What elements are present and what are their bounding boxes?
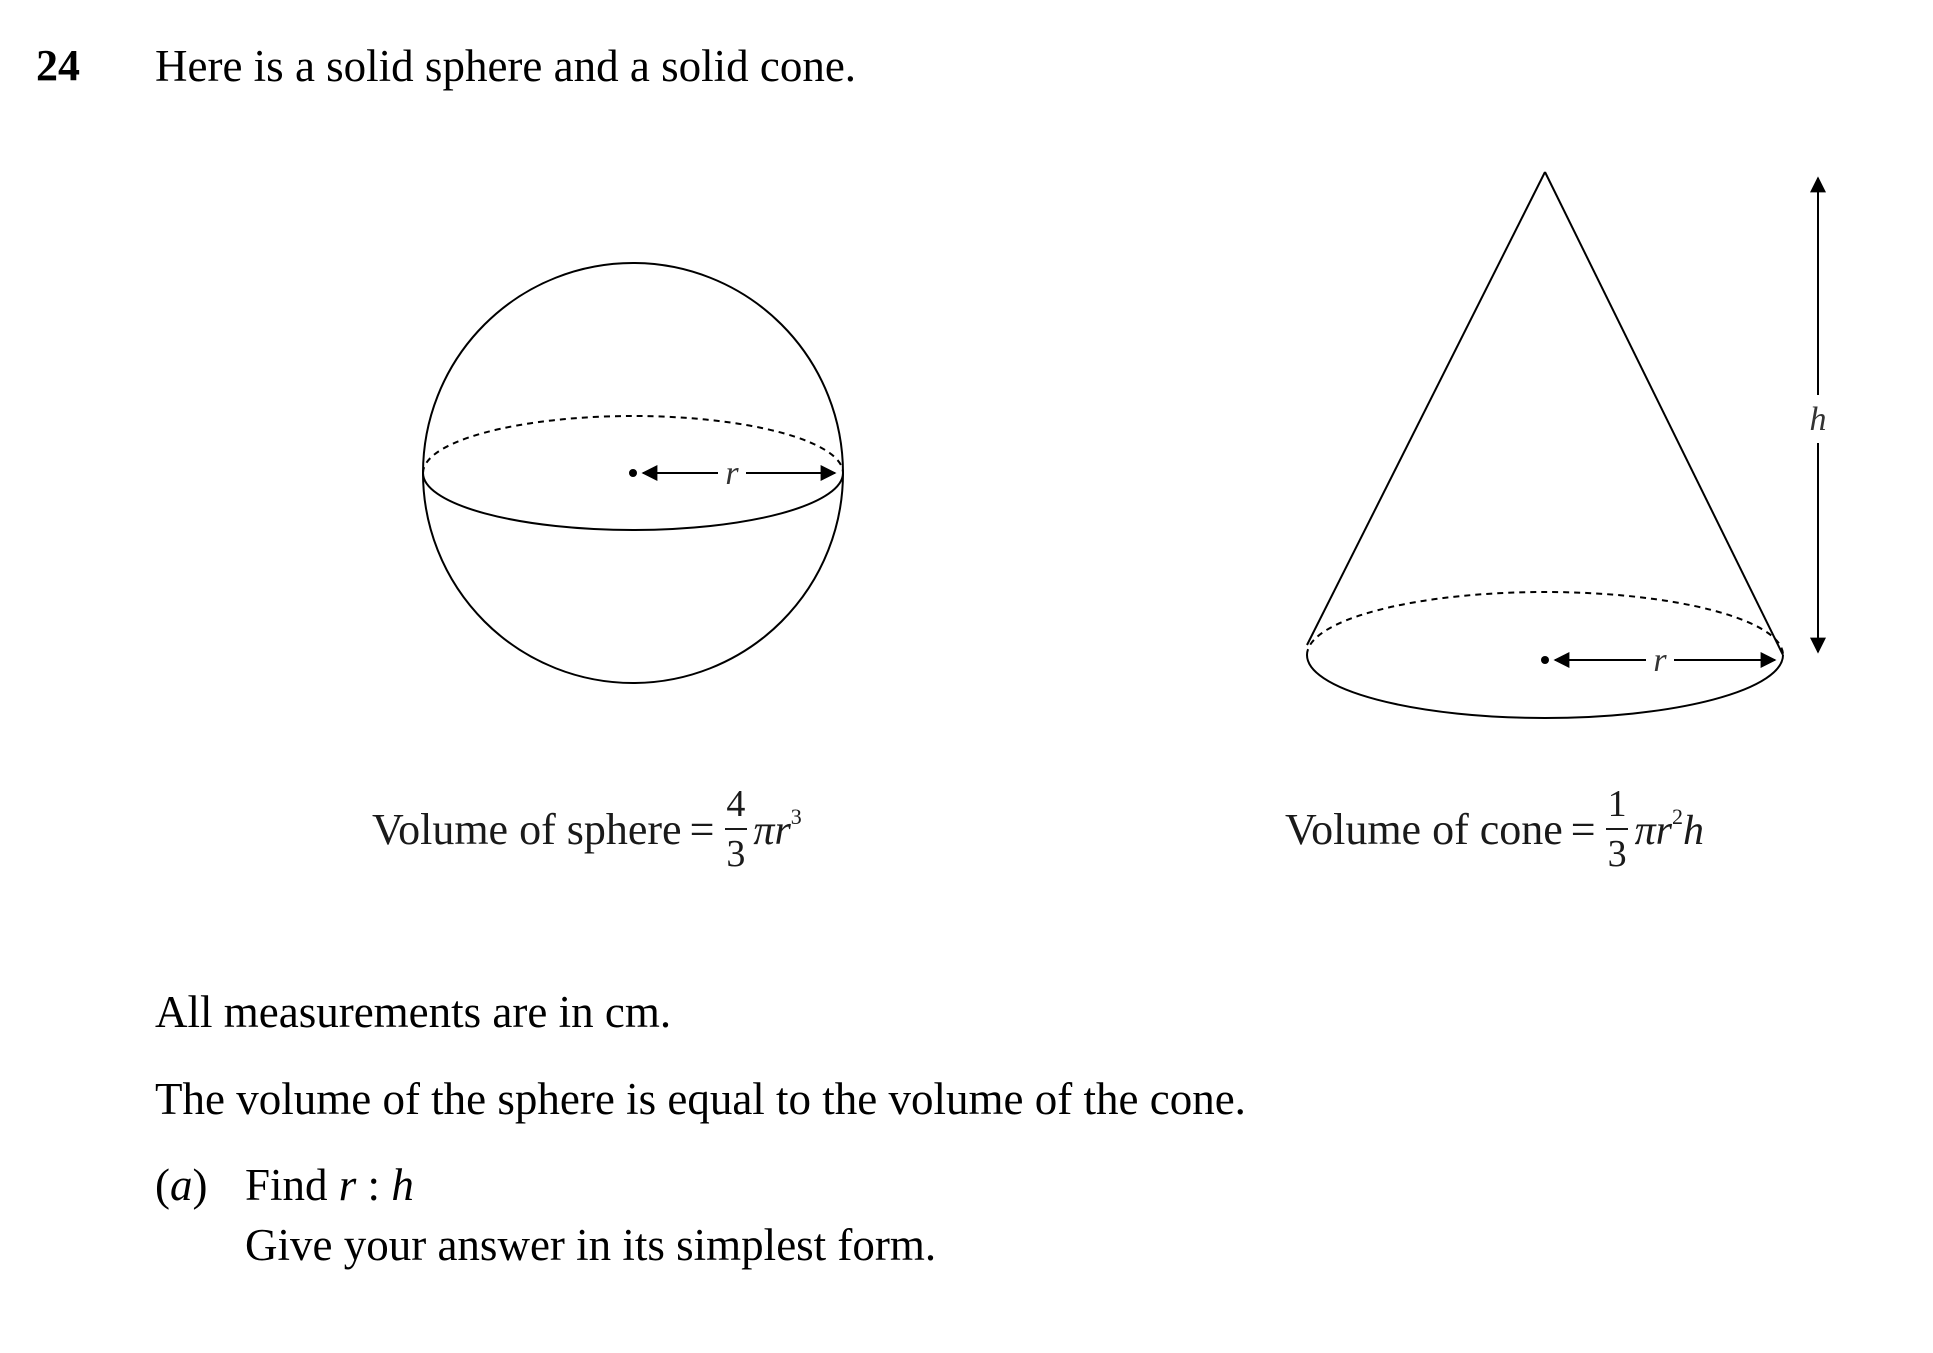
cone-formula-tail [1635, 804, 1704, 855]
sphere-fraction-denominator: 3 [726, 833, 746, 875]
cone [1307, 172, 1834, 718]
sphere-formula-equals: = [689, 804, 715, 854]
cone-formula-text: Volume of cone [1285, 804, 1563, 854]
cone-fraction-denominator: 3 [1607, 833, 1627, 875]
equal-volumes-statement: The volume of the sphere is equal to the volume of the cone. [155, 1074, 1246, 1124]
cone-tail-exponent: 2 [1672, 803, 1684, 829]
sphere-fraction-numerator: 4 [726, 783, 746, 825]
find-word: Find [245, 1160, 328, 1210]
part-a-close-paren: ) [192, 1160, 208, 1210]
cone-height-label: h [1809, 401, 1827, 438]
part-a-question [245, 1160, 414, 1210]
part-a-open-paren: ( [155, 1160, 170, 1210]
sphere-volume-formula [372, 785, 802, 873]
sphere [423, 263, 843, 683]
cone-volume-formula [1285, 785, 1704, 873]
find-r: r [338, 1160, 357, 1210]
part-a-letter: a [170, 1160, 193, 1210]
question-intro: Here is a solid sphere and a solid cone. [155, 41, 857, 91]
sphere-formula-tail [753, 804, 801, 855]
cone-left-side [1307, 172, 1545, 645]
cone-tail-after: h [1683, 807, 1705, 854]
sphere-formula-fraction [724, 785, 747, 873]
cone-base-back [1307, 592, 1783, 655]
measurements-statement: All measurements are in cm. [155, 987, 672, 1037]
cone-centre-dot [1541, 656, 1549, 664]
part-a-label [155, 1160, 208, 1210]
cone-base-front [1307, 655, 1783, 718]
cone-right-side [1545, 172, 1783, 655]
sphere-formula-text: Volume of sphere [372, 804, 682, 854]
find-h: h [391, 1160, 414, 1210]
question-number: 24 [36, 41, 80, 90]
sphere-equator-front [423, 473, 843, 530]
sphere-equator-back [423, 416, 843, 473]
sphere-tail-pi-r: πr [753, 807, 791, 854]
cone-fraction-numerator: 1 [1607, 783, 1627, 825]
sphere-centre-dot [629, 469, 637, 477]
part-a-instruction: Give your answer in its simplest form. [245, 1220, 937, 1270]
find-colon: : [356, 1160, 392, 1210]
cone-formula-fraction [1606, 785, 1629, 873]
sphere-radius-label: r [725, 455, 739, 492]
cone-radius-label: r [1653, 642, 1667, 679]
cone-tail-pi-r: πr [1634, 807, 1673, 854]
sphere-tail-exponent: 3 [790, 803, 802, 829]
cone-formula-equals: = [1570, 804, 1596, 854]
